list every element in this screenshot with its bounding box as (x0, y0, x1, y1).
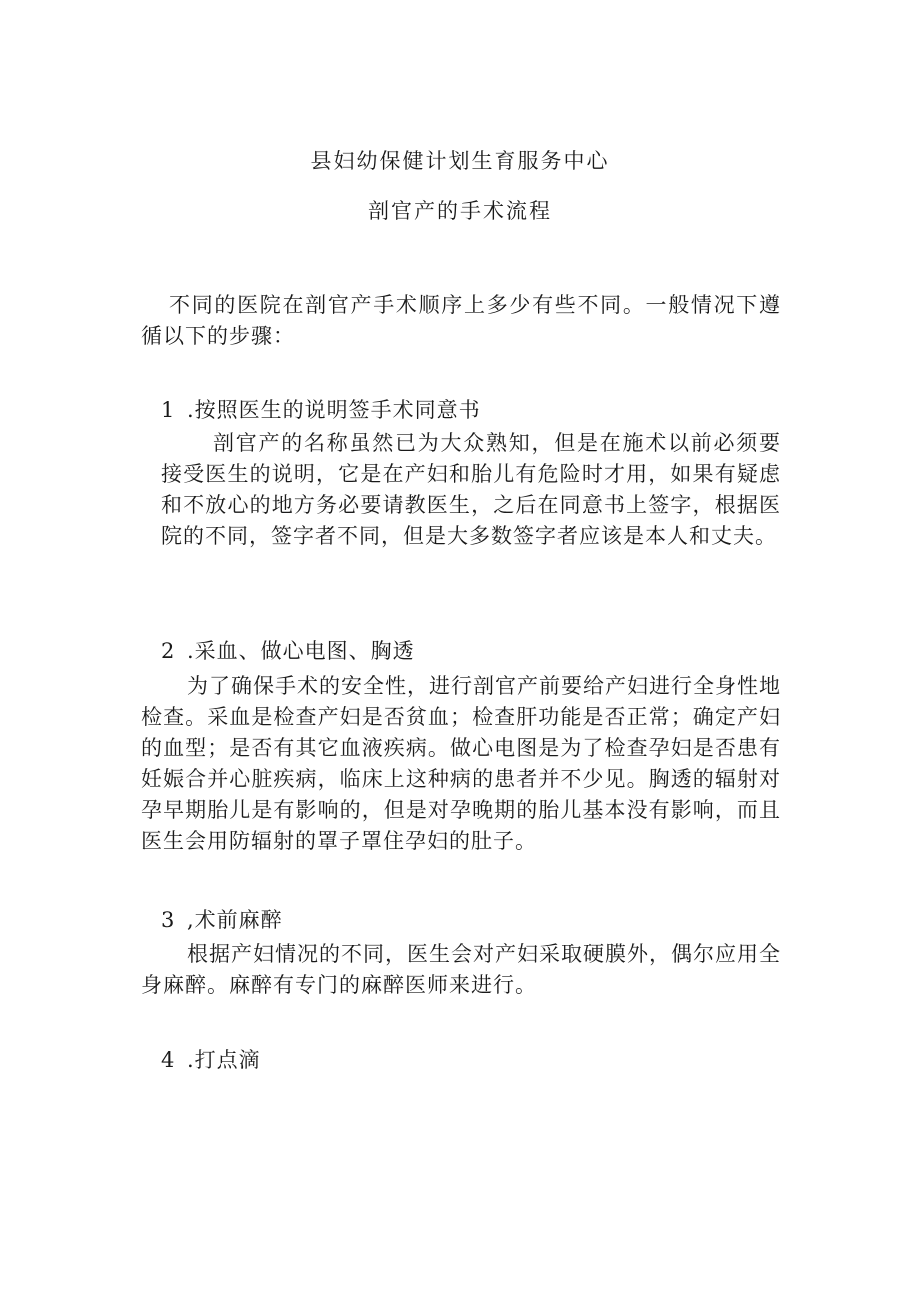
section-4-title: .打点滴 (187, 1048, 261, 1072)
section-1-heading (161, 395, 481, 425)
document-title: 剖官产的手术流程 (368, 199, 552, 223)
organization-title: 县妇幼保健计划生育服务中心 (310, 149, 610, 173)
section-1-title: .按照医生的说明签手术同意书 (187, 398, 481, 422)
section-2-heading (161, 636, 415, 666)
section-3-number: 3 (161, 908, 176, 932)
section-3-title: ,术前麻醉 (187, 908, 283, 932)
section-1-body: 剖官产的名称虽然已为大众熟知，但是在施术以前必须要接受医生的说明，它是在产妇和胎儿有危险时才用，如果有疑虑和不放心的地方务必要请教医生，之后在同意书上签字，根据医院的不同，签字者不同，但是大多数签字者应该是本人和丈夫。 (161, 431, 781, 548)
section-2-body: 为了确保手术的安全性，进行剖官产前要给产妇进行全身性地检查。采血是检查产妇是否贫血；检查肝功能是否正常；确定产妇的血型；是否有其它血液疾病。做心电图是为了检查孕妇是否患有妊娠合并心脏疾病，临床上这种病的患者并不少见。胸透的辐射对孕早期胎儿是有影响的，但是对孕晚期的胎儿基本没有影响，而且医生会用防辐射的罩子罩住孕妇的肚子。 (141, 674, 781, 853)
section-4-heading (161, 1045, 261, 1075)
section-2-title: .采血、做心电图、胸透 (187, 639, 415, 663)
section-1-number: 1 (161, 398, 176, 422)
section-2-number: 2 (161, 639, 176, 663)
section-3-body: 根据产妇情况的不同，医生会对产妇采取硬膜外，偶尔应用全身麻醉。麻醉有专门的麻醉医师来进行。 (141, 942, 781, 997)
section-3-heading (161, 905, 283, 935)
section-4-number: 4 (161, 1048, 176, 1072)
intro-paragraph: 不同的医院在剖官产手术顺序上多少有些不同。一般情况下遵循以下的步骤： (141, 293, 781, 348)
